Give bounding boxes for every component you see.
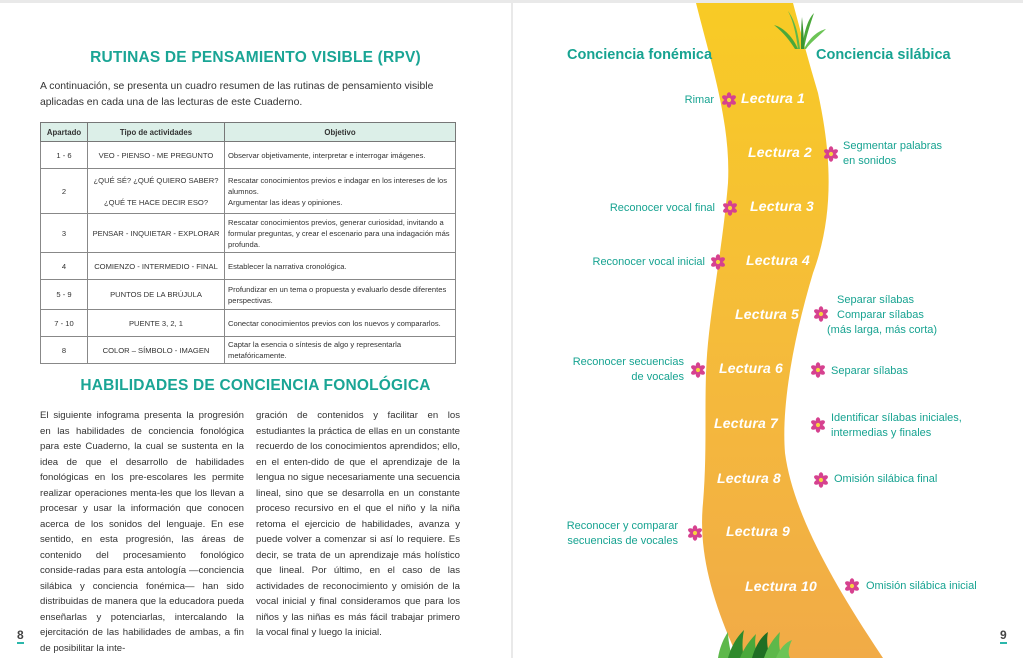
- silabica-l5-line2: Comparar sílabas: [837, 309, 924, 321]
- cell-objetivo: Profundizar en un tema o propuesta y evaluarlo desde diferentes perspectivas.: [225, 280, 456, 310]
- lectura-1-label: Lectura 1: [741, 90, 806, 106]
- flower-icon: [722, 200, 738, 216]
- header-objetivo: Objetivo: [225, 123, 456, 142]
- cell-tipo: PUNTOS DE LA BRÚJULA: [88, 280, 225, 310]
- table-row: [41, 142, 456, 169]
- cell-objetivo: Rescatar conocimientos previos, generar curiosidad, invitando a formular preguntas, y crear el escenario para una indagación más profunda.: [225, 214, 456, 253]
- header-tipo: Tipo de actividades: [88, 123, 225, 142]
- table-row: [41, 310, 456, 337]
- flower-icon: [710, 254, 726, 270]
- lectura-5-label: Lectura 5: [735, 306, 800, 322]
- flower-icon: [823, 146, 839, 162]
- fonemica-secuencias: [573, 355, 684, 385]
- fonemica-comparar-line1: Reconocer y comparar: [566, 520, 678, 532]
- silabica-l5-line3: (más larga, más corta): [827, 324, 938, 336]
- cell-apartado: 2: [41, 169, 88, 214]
- cell-apartado: 7 - 10: [41, 310, 88, 337]
- cell-apartado: 4: [41, 253, 88, 280]
- silabica-segmentar-line1: Segmentar palabras: [843, 140, 943, 152]
- right-page: [513, 3, 1023, 658]
- fonemica-secuencias-line1: Reconocer secuencias: [572, 356, 684, 368]
- flower-icon: [810, 362, 826, 378]
- heading-conciencia-silabica: Conciencia silábica: [816, 47, 951, 63]
- table-row: [41, 169, 456, 214]
- cell-tipo: VEO - PIENSO - ME PREGUNTO: [88, 142, 225, 169]
- lectura-10-label: Lectura 10: [745, 578, 818, 594]
- cell-apartado: 8: [41, 337, 88, 364]
- lectura-6-label: Lectura 6: [719, 360, 784, 376]
- habilidades-title: HABILIDADES DE CONCIENCIA FONOLÓGICA: [80, 377, 431, 394]
- table-row: [41, 337, 456, 364]
- rpv-title: RUTINAS DE PENSAMIENTO VISIBLE (RPV): [90, 49, 421, 66]
- fonemica-secuencias-line2: de vocales: [631, 371, 684, 383]
- cell-tipo: COMIENZO - INTERMEDIO - FINAL: [88, 253, 225, 280]
- silabica-l5-line1: Separar sílabas: [837, 294, 915, 306]
- lectura-4-label: Lectura 4: [746, 252, 811, 268]
- intro-paragraph: A continuación, se presenta un cuadro resumen de las rutinas de pensamiento visible aplicadas en cada una de las lecturas de este Cuaderno.: [40, 81, 434, 108]
- silabica-segmentar: [843, 139, 942, 169]
- cell-tipo: PUENTE 3, 2, 1: [88, 310, 225, 337]
- body-column-1: El siguiente infograma presenta la progresión en las habilidades de conciencia fonológica para este Cuaderno, la cual se sustenta en la idea de que el desarrollo de habilidades fonológicas en los pre-escolares les permite realizar operaciones menta-les que los llevan a procesar y usar la información que conocen acerca de los sonidos del lenguaje. En ese sentido, en esta progresión, las áreas de contenido del procesamiento fonológico conside-radas para esta antología —conciencia silábica y conciencia fonémica— han sido distribuidas de manera que la educadora pueda enseñarlas y potenciarlas, intercalando la ejercitación de las habilidades de ambas, a fin de posibilitar la inte-: [40, 410, 244, 654]
- flower-icon: [810, 417, 826, 433]
- silabica-identificar-line2: intermedias y finales: [831, 427, 932, 439]
- silabica-segmentar-line2: en sonidos: [843, 155, 897, 167]
- table-row: [41, 253, 456, 280]
- cell-objetivo: Captar la esencia o síntesis de algo y representarla metafóricamente.: [225, 337, 456, 364]
- lectura-7-label: Lectura 7: [714, 415, 779, 431]
- cell-objetivo-line1: Rescatar conocimientos previos e indagar en los intereses de los alumnos.: [228, 175, 448, 196]
- cell-objetivo: Conectar conocimientos previos con los nuevos y compararlos.: [225, 310, 456, 337]
- silabica-separar-comparar: [827, 293, 937, 338]
- page-number-left: 8: [17, 628, 24, 642]
- flower-icon: [813, 306, 829, 322]
- heading-conciencia-fonemica: Conciencia fonémica: [567, 47, 713, 63]
- fonemica-vocal-final: Reconocer vocal final: [609, 202, 715, 214]
- flower-icon: [687, 525, 703, 541]
- header-apartado: Apartado: [41, 123, 88, 142]
- cell-tipo: PENSAR - INQUIETAR - EXPLORAR: [88, 214, 225, 253]
- cell-apartado: 5 - 9: [41, 280, 88, 310]
- lectura-8-label: Lectura 8: [717, 470, 782, 486]
- silabica-omision-inicial: Omisión silábica inicial: [866, 580, 977, 592]
- cell-tipo-line1: ¿QUÉ SÉ? ¿QUÉ QUIERO SABER?: [93, 175, 219, 185]
- cell-objetivo-line2: Argumentar las ideas y opiniones.: [228, 197, 343, 207]
- cell-apartado: 1 - 6: [41, 142, 88, 169]
- left-page: [0, 3, 511, 658]
- table-header-row: [41, 123, 456, 142]
- cell-objetivo: Establecer la narrativa cronológica.: [225, 253, 456, 280]
- fonemica-rimar: Rimar: [684, 94, 714, 106]
- fonemica-vocal-inicial: Reconocer vocal inicial: [592, 256, 705, 268]
- rpv-table: [40, 122, 456, 364]
- cell-objetivo: Observar objetivamente, interpretar e interrogar imágenes.: [225, 142, 456, 169]
- lectura-2-label: Lectura 2: [748, 144, 813, 160]
- table-row: [41, 214, 456, 253]
- fonemica-comparar-secuencias: [567, 519, 678, 549]
- flower-icon: [690, 362, 706, 378]
- cell-tipo-line2: ¿QUÉ TE HACE DECIR ESO?: [103, 197, 209, 207]
- flower-icon: [813, 472, 829, 488]
- lectura-9-label: Lectura 9: [726, 523, 791, 539]
- page-number-right: 9: [1000, 628, 1007, 642]
- silabica-identificar: [831, 411, 962, 441]
- body-column-2: gración de contenidos y facilitar en los estudiantes la práctica de ellas en un constante recuerdo de los conocimientos aprendidos; ello, en el enten-dido de que el aprendizaje de la lengua no sigue necesariamente una secuencia lineal, sino que se desarrolla en un constante proceso recursivo en el que el niño y la niña retoma el ejercicio de habilidades, avanza y puede volver a comenzar si así lo requiere. Es decir, se trata de un aprendizaje más holístico que lineal. Por último, en el caso de las actividades de reconocimiento y omisión de la vocal inicial y final consideramos que para los niños y las niñas es más fácil trabajar primero la vocal final y luego la inicial.: [256, 410, 460, 638]
- flower-icon: [721, 92, 737, 108]
- silabica-separar: Separar sílabas: [831, 365, 909, 377]
- cell-tipo: [88, 169, 225, 214]
- lectura-3-label: Lectura 3: [750, 198, 815, 214]
- cell-tipo: COLOR – SÍMBOLO - IMAGEN: [88, 337, 225, 364]
- cell-apartado: 3: [41, 214, 88, 253]
- fonemica-comparar-line2: secuencias de vocales: [567, 535, 678, 547]
- silabica-omision-final: Omisión silábica final: [834, 473, 938, 485]
- silabica-identificar-line1: Identificar sílabas iniciales,: [831, 412, 962, 424]
- table-row: [41, 280, 456, 310]
- cell-objetivo: [225, 169, 456, 214]
- flower-icon: [844, 578, 860, 594]
